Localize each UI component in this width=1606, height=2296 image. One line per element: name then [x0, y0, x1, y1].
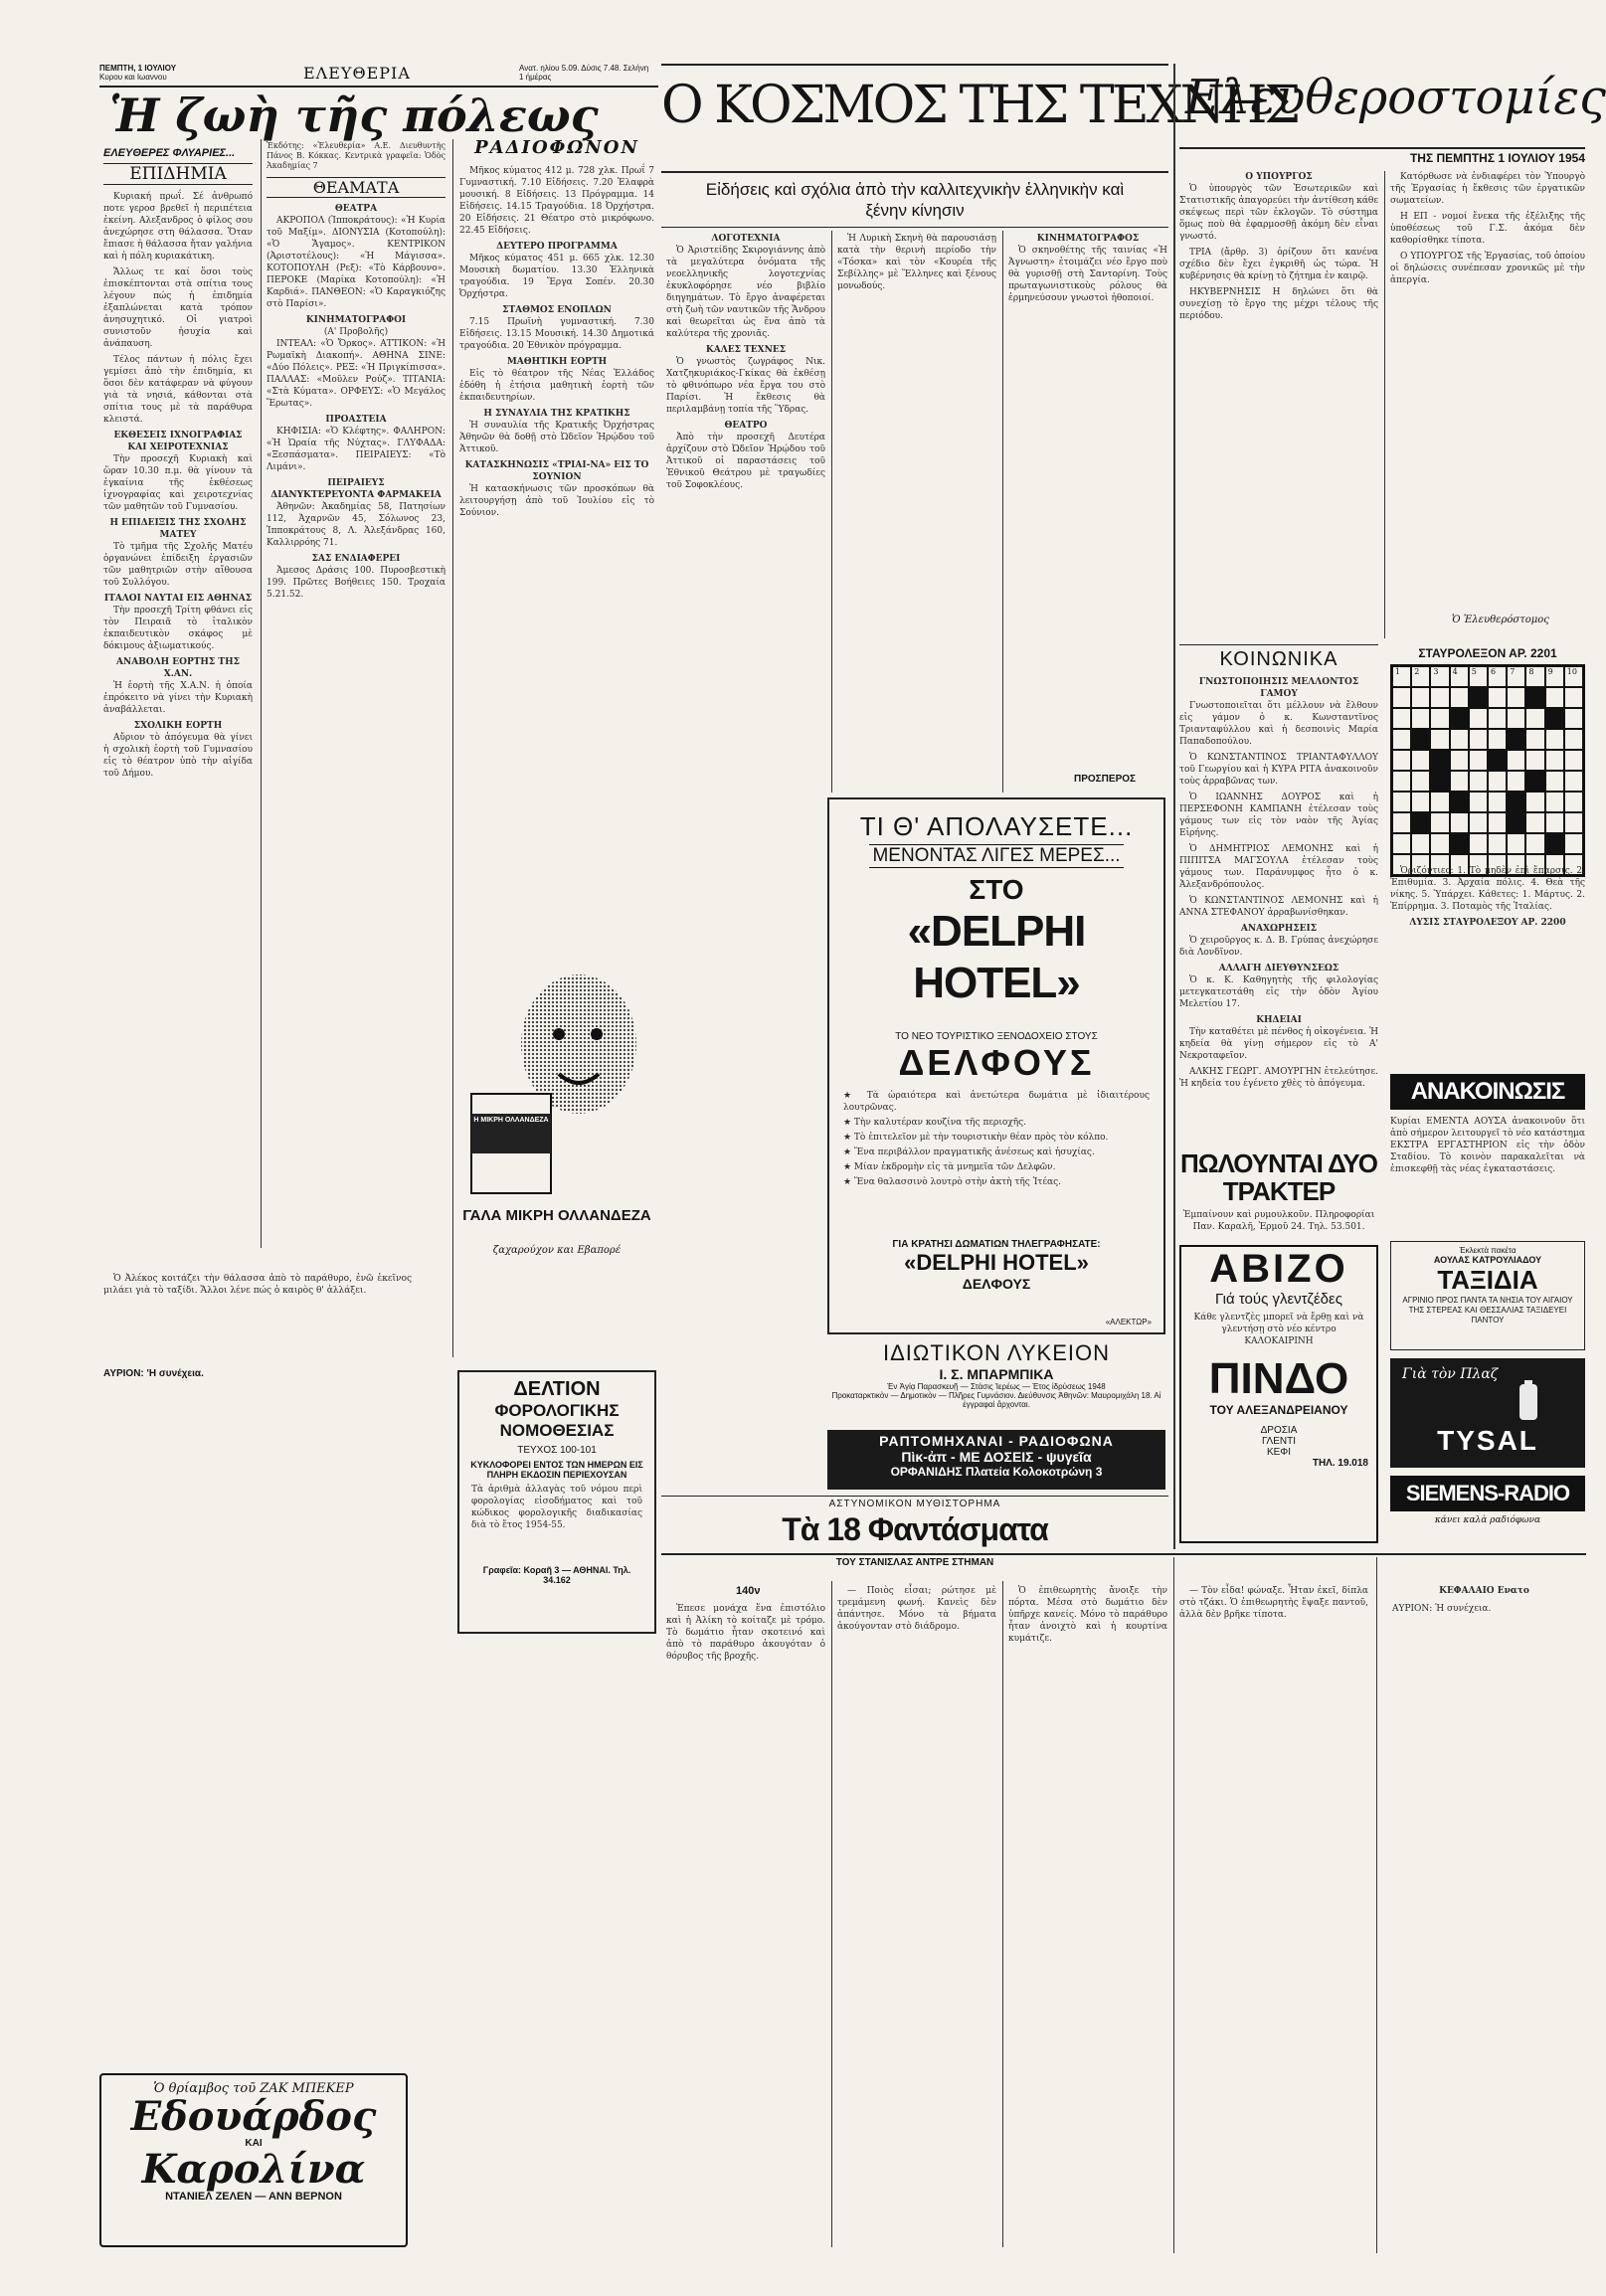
col1-article	[103, 191, 253, 1225]
crossword-cell[interactable]	[1469, 812, 1488, 833]
movie-title-2: Καρολίνα	[141, 2146, 366, 2193]
siemens-sub: κάνει καλὰ ραδιόφωνα	[1434, 1515, 1541, 1525]
serial-kicker: ΑΣΤΥΝΟΜΙΚΟΝ ΜΥΘΙΣΤΟΡΗΜΑ	[828, 1499, 1001, 1509]
crossword-cell[interactable]	[1488, 792, 1507, 812]
crossword-cell[interactable]	[1450, 687, 1469, 708]
ad-line: ΔΡΟΣΙΑ	[1260, 1425, 1298, 1436]
paragraph: 7.15 Πρωϊνὴ γυμναστική. 7.30 Εἰδήσεις. 13.15 Μουσική. 14.30 Δημοτικά τραγούδια. 20 Ἐθνικὸν πρόγραμμα.	[459, 317, 654, 351]
arts-col-2	[837, 233, 996, 790]
movie-ad	[99, 2073, 408, 2247]
bulletin-issue: ΤΕΥΧΟΣ 100-101	[517, 1445, 597, 1456]
crossword-cell[interactable]	[1564, 729, 1583, 750]
hotel-feature-item: ★ Τὸ ἐπιτελεῖον μὲ τὴν τουριστικὴν θέαν πρὸς τὸν κόλπο.	[843, 1133, 1109, 1143]
paragraph: Εἰς τὸ θέατρον τῆς Νέας Ἑλλάδος ἐδόθη ἡ ἐτήσια μαθητικὴ ἑορτὴ τῶν ἐκπαιδευτηρίων.	[459, 369, 654, 403]
subheading: ΑΝΑΒΟΛΗ ΕΟΡΤΗΣ ΤΗΣ Χ.ΑΝ.	[116, 657, 240, 679]
crossword-cell[interactable]	[1469, 771, 1488, 792]
paragraph: Ἀμεσος Δράσις 100. Πυροσβεστικὴ 199. Πρῶτες Βοήθειες 150. Τροχαία 5.21.52.	[267, 566, 446, 600]
crossword-cell[interactable]	[1430, 729, 1449, 750]
subheading: ΣΤΑΘΜΟΣ ΕΝΟΠΛΩΝ	[502, 305, 612, 315]
crossword-cell[interactable]	[1469, 687, 1488, 708]
tysal-ad	[1390, 1358, 1585, 1468]
crossword-cell[interactable]	[1469, 708, 1488, 729]
paragraph: ΚΗΦΙΣΙΑ: «Ὁ Κλέφτης». ΦΑΛΗΡΟΝ: «Ἡ Ὡραία τῆς Νύχτας». ΓΛΥΦΑΔΑ: «Ξεσπάσματα». ΠΕΙΡΑΙΕΥΣ: «Τὸ Λιμάνι».	[267, 427, 446, 472]
crossword-cell[interactable]	[1450, 729, 1469, 750]
paragraph: Η ΕΠ - νομοί ἔνεκα τῆς ἐξέλιξης τῆς ὑποθέσεως τοῦ Γ.Σ. ἀκόμα δὲν καθορίσθηκε τίποτα.	[1390, 212, 1585, 246]
paragraph: ΙΝΤΕΑΛ: «Ὁ Ὄρκος». ΑΤΤΙΚΟΝ: «Ἡ Ρωμαϊκὴ Διακοπή». ΑΘΗΝΑ ΣΙΝΕ: «Δύο Πόλεις». ΡΕΞ: «Ἡ Πριγκίπισσα». ΠΑΛΛΑΣ: «Μοῦλεν Ρούζ». ΤΙΤΑΝΙΑ: «Στὰ Κύματα». ΟΡΦΕΥΣ: «Ὁ Μεγάλος Ἔρωτας».	[267, 339, 446, 409]
crossword-grid[interactable]	[1390, 664, 1585, 877]
radio-listing	[459, 165, 654, 961]
milk-ad-sub: ζαχαρούχον και Εβαπορέ	[492, 1245, 622, 1256]
bulletin-body: Τὰ ἀριθμὰ ἀλλαγὰς τοῦ νόμου περὶ φορολογίας εἰσοδήματος καὶ τοῦ κώδικος φορολογικῆς διαδικασίας διὰ τὸ ἔτος 1954-55.	[471, 1485, 642, 1530]
kicker: ΕΛΕΥΘΕΡΕΣ ΦΛΥΑΡΙΕΣ...	[103, 147, 236, 159]
publisher-box: Ἐκδότης: «Ἐλευθερία» Α.Ε. Διευθυντὴς Πάνος Β. Κόκκας. Κεντρικὰ γραφεῖα: Ὁδὸς Ἀκαδημίας 7	[267, 141, 446, 170]
paragraph: Ἡ κατασκήνωσις τῶν προσκόπων θὰ λειτουργήσῃ ἀπὸ τοῦ Ἰουλίου εἰς τὸ Σούνιον.	[459, 484, 654, 518]
paragraph: Ὁριζόντιες: 1. Τὸ μηδὲν ἐπὶ ἕπαρσις. 2. Ἐπιθυμία. 3. Ἀρχαία πόλις. 4. Θεὰ τῆς νίκης. 5. Ὑπάρχει. Κάθετες: 1. Μάρτυς. 2. Ἐπίρρημα. 3. Ποταμὸς τῆς Ἰταλίας.	[1390, 866, 1585, 912]
venue-name: ΠΙΝΔΟ	[1208, 1354, 1349, 1403]
paragraph: Ὁ ΚΩΝΣΤΑΝΤΙΝΟΣ ΤΡΙΑΝΤΑΦΥΛΛΟΥ τοῦ Γεωργίου καὶ ἡ ΚΥΡΑ ΡΙΤΑ ἀνακοινοῦν τοὺς ἀρραβῶνας των.	[1179, 753, 1378, 787]
crossword-cell[interactable]	[1392, 687, 1411, 708]
paragraph: Ὁ κ. Κ. Καθηγητὴς τῆς φιλολογίας μετεγκατεστάθη εἰς τὴν ὁδὸν Ἀγίου Μελετίου 17.	[1179, 975, 1378, 1009]
crossword-cell[interactable]	[1430, 687, 1449, 708]
crossword-cell[interactable]	[1564, 750, 1583, 771]
paragraph: Ὁ ΔΗΜΗΤΡΙΟΣ ΛΕΜΟΝΗΣ καὶ ἡ ΠΙΠΙΤΣΑ ΜΑΓΣΟΥΛΑ ἐτέλεσαν τοὺς γάμους των. Παράνυμφος ἦτο ὁ κ. Ἀλεξανδρόπουλος.	[1179, 844, 1378, 890]
hotel-feature-item: ★ Τὰ ὡραιότερα καὶ ἀνετώτερα δωμάτια μὲ ἰδιαιτέρους λουτρῶνας.	[843, 1091, 1150, 1113]
subheading: ΚΑΤΑΣΚΗΝΩΣΙΣ «ΤΡΙΑΙ-ΝΑ» ΕΙΣ ΤΟ ΣΟΥΝΙΟΝ	[464, 460, 649, 482]
lyceum-ad	[827, 1340, 1165, 1426]
editorial-title: Ελευθεροστομίες	[1185, 70, 1606, 125]
crossword-cell[interactable]	[1411, 792, 1430, 812]
crossword-cell[interactable]	[1488, 750, 1507, 771]
abizo-sub: Γιά τούς γλεντζέδες	[1215, 1291, 1342, 1308]
crossword-cell[interactable]	[1450, 771, 1469, 792]
paragraph: — Ποιὸς εἶσαι; ρώτησε μὲ τρεμάμενη φωνή. Κανεὶς δὲν ἀπάντησε. Μόνο τὰ βήματα ἀκούγονταν στὸ διάδρομο.	[837, 1586, 996, 1632]
crossword-cell[interactable]	[1488, 729, 1507, 750]
date-left	[99, 64, 199, 82]
crossword-cell[interactable]	[1430, 750, 1449, 771]
crossword-title: ΣΤΑΥΡΟΛΕΞΟΝ ΑΡ. 2201	[1418, 646, 1557, 660]
paragraph: Τὴν προσεχῆ Κυριακὴ καὶ ὥραν 10.30 π.μ. θὰ γίνουν τὰ ἐγκαίνια τῆς ἐκθέσεως ἰχνογραφίας καὶ χειροτεχνίας τῶν μαθητῶν τοῦ Γυμνασίου.	[103, 454, 253, 512]
crossword-cell[interactable]	[1545, 687, 1564, 708]
reservations-line: ΓΙΑ ΚΡΑΤΗΣΙ ΔΩΜΑΤΙΩΝ ΤΗΛΕΓΡΑΦΗΣΑΤΕ:	[892, 1239, 1101, 1250]
serial-col-3	[1008, 1585, 1167, 2246]
social-listing	[1179, 676, 1378, 1144]
ad-line: ΤΙ Θ' ΑΠΟΛΑΥΣΕΤΕ...	[859, 811, 1134, 841]
tractor-text: Ἐμπαίνουν καὶ ρυμουλκοῦν. Πληροφορίαι Παν. Καραλῆ, Ἐρμοῦ 24. Τηλ. 53.501.	[1182, 1210, 1375, 1232]
crossword-cell[interactable]	[1488, 812, 1507, 833]
crossword-cell[interactable]	[1392, 729, 1411, 750]
crossword-cell[interactable]	[1507, 771, 1525, 792]
paragraph: Ἡ συναυλία τῆς Κρατικῆς Ὀρχήστρας Ἀθηνῶν θὰ δοθῇ στὸ Ὠδεῖον Ἡρῴδου τοῦ Ἀττικοῦ.	[459, 421, 654, 454]
subheading: ΠΡΟΑΣΤΕΙΑ	[325, 415, 387, 425]
paragraph: ΤΡΙΑ (ἄρθρ. 3) ὁρίζουν ὅτι κανένα σχέδιο δὲν ἔχει ἐγκριθῆ ὡς τώρα. Ἡ κυβέρνησις θὰ κρίνῃ τὸ ζήτημα ἐν καιρῷ.	[1179, 248, 1378, 281]
date-text: ΠΕΜΠΤΗ, 1 ΙΟΥΛΙΟΥ	[99, 64, 177, 73]
paragraph: Ἀπὸ τὴν προσεχῆ Δευτέρα ἀρχίζουν στὸ Ὠδεῖον Ἡρῴδου τοῦ Ἀττικοῦ οἱ παραστάσεις τοῦ Ἐθνικοῦ Θεάτρου μὲ τραγωδίες τοῦ Σοφοκλέους.	[666, 433, 825, 490]
paragraph: Κυριακή πρωΐ. Σέ ἀνθρωπό ποτε γεροσ βρεθεῖ ἡ περιπέτεια ἐκείνη. Αλεξανδρος ὁ φίλος σου ἀνεχώρησε στη θάλασσα. Ὅταν ἔπιασε ἡ θάλασσα ἤταν γαλήνια καὶ ἡ πόλη κυριακάτικη.	[103, 192, 253, 262]
paragraph: Τὴν καταθέτει μὲ πένθος ἡ οἰκογένεια. Ἡ κηδεία θὰ γίνῃ σήμερον εἰς τὸ Α' Νεκροταφεῖον.	[1179, 1027, 1378, 1061]
tractor-ad	[1179, 1149, 1378, 1239]
sun-info: Ανατ. ηλίου 5.09. Δύσις 7.48. Σελήνη 1 ήμέρας	[519, 64, 649, 82]
crossword-cell[interactable]	[1525, 833, 1544, 854]
bulletin-address: Γραφεῖα: Κοραῆ 3 — ΑΘΗΝΑΙ. Τηλ. 34.162	[482, 1565, 631, 1585]
crossword-cell[interactable]: 1	[1392, 666, 1411, 687]
crossword-cell[interactable]	[1392, 708, 1411, 729]
crossword-cell[interactable]	[1450, 750, 1469, 771]
hotel-feature-item: ★ Μίαν ἐκδρομὴν εἰς τὰ μνημεῖα τῶν Δελφῶν.	[843, 1162, 1056, 1172]
subheading: ΠΕΙΡΑΙΕΥΣ	[327, 478, 385, 488]
crossword-cell[interactable]: 3	[1430, 666, 1449, 687]
crossword-cell[interactable]	[1392, 750, 1411, 771]
paragraph: Τέλος πάντων ἡ πόλις ἔχει γεμίσει ἀπὸ τὴν ἐπιδημία, κι ὅσοι δὲν κατάφεραν νὰ φύγουν γιὰ τὰ νησιά, κάθονται στὰ σπίτια τους μὲ τὰ παράθυρα κλειστά.	[103, 355, 253, 425]
crossword-cell[interactable]	[1411, 708, 1430, 729]
subheading: ΣΧΟΛΙΚΗ ΕΟΡΤΗ	[133, 721, 223, 731]
city-life-title: Ἡ ζωὴ τῆς πόλεως	[109, 88, 599, 142]
crossword-cell[interactable]: 7	[1507, 666, 1525, 687]
crossword-cell[interactable]	[1545, 812, 1564, 833]
crossword-cell[interactable]: 10	[1564, 666, 1583, 687]
crossword-cell[interactable]	[1450, 792, 1469, 812]
lyceum-address: Ἐν Ἀγίᾳ Παρασκευῇ — Στάσις Ἱερέως — Ἐτος ἱδρύσεως 1948	[887, 1382, 1106, 1391]
editorial-date: ΤΗΣ ΠΕΜΠΤΗΣ 1 ΙΟΥΛΙΟΥ 1954	[1409, 151, 1585, 165]
crossword-cell[interactable]	[1545, 729, 1564, 750]
paragraph: Ο ΥΠΟΥΡΓΟΣ τῆς Ἐργασίας, τοῦ ὁποίου οἱ δηλώσεις συνέπεσαν χρονικῶς μὲ τὴν ἀπεργία.	[1390, 252, 1585, 285]
paragraph: Ὁ Ἀριστείδης Σκιρογιάννης ἀπὸ τὰ μεγαλύτερα ὀνόματα τῆς νεοελληνικῆς λογοτεχνίας ἐκυκλοφόρησε νέο βιβλίο διηγημάτων. Τὸ ἔργο ἀναφέρεται στὴ ζωὴ τῶν ναυτικῶν τῆς Ἄνδρου καὶ θεωρεῖται ὡς ἕνα ἀπὸ τὰ καλύτερα τῆς χρονιᾶς.	[666, 246, 825, 339]
crossword-cell[interactable]	[1488, 708, 1507, 729]
arts-subtitle: Εἰδήσεις καὶ σχόλια ἀπὸ τὴν καλλιτεχνικὴν ἑλληνικὴν καὶ ξένην κίνησιν	[705, 180, 1125, 220]
milk-ad-title: ΓΑΛΑ ΜΙΚΡΗ ΟΛΛΑΝΔΕΖΑ	[462, 1207, 651, 1224]
paragraph: Κατόρθωσε νὰ ἐνδιαφέρει τὸν Ὑπουργὸ τῆς Ἐργασίας ἡ ἔκθεσις τῶν ἐργατικῶν σωματείων.	[1390, 172, 1585, 206]
milk-can-label: Η ΜΙΚΡΗ ΟΛΛΑΝΔΕΖΑ	[473, 1117, 549, 1124]
subheading: ΘΕΑΤΡΟ	[724, 421, 768, 431]
crossword-cell[interactable]	[1507, 750, 1525, 771]
subheading: Η ΣΥΝΑΥΛΙΑ ΤΗΣ ΚΡΑΤΙΚΗΣ	[483, 409, 630, 419]
crossword-cell[interactable]: 5	[1469, 666, 1488, 687]
travel-ad	[1390, 1241, 1585, 1350]
subheading: Η ΕΠΙΔΕΙΞΙΣ ΤΗΣ ΣΧΟΛΗΣ ΜΑΤΕΥ	[109, 518, 247, 540]
crossword-cell[interactable]	[1411, 833, 1430, 854]
announcement-text: Κυρίαι ΕΜΕΝΤΑ ΑΟΥΣΑ ἀνακοινοῦν ὅτι ἀπὸ σήμερον λειτουργεῖ τὸ νέο κατάστημα ΕΚΣΤΡΑ ΕΡΓΑΣΤΗΡΙΟΝ εἰς τὴν ὁδὸν Σταδίου. Τὸ κοινὸν παρακαλεῖται νὰ ἐπισκεφθῇ τὰς νέας ἐγκαταστάσεις.	[1390, 1117, 1585, 1174]
crossword-cell[interactable]	[1545, 771, 1564, 792]
paragraph: Τὸ τμῆμα τῆς Σχολῆς Ματέυ ὀργανώνει ἐπίδειξη ἐργασιῶν τῶν μαθητριῶν στὴν αἴθουσα τοῦ Συλλόγου.	[103, 542, 253, 588]
hotel-feature-item: ★ Ἕνα περιβάλλον πραγματικῆς ἀνέσεως καὶ ἡσυχίας.	[843, 1148, 1095, 1157]
crossword-cell[interactable]	[1507, 708, 1525, 729]
shows-heading: ΘΕΑΜΑΤΑ	[267, 177, 446, 198]
abizo-ad	[1179, 1245, 1378, 1543]
radio-shop-ad	[827, 1430, 1165, 1490]
crossword-cell[interactable]	[1411, 687, 1430, 708]
ad-line: ΜΕΝΟΝΤΑΣ ΛΙΓΕΣ ΜΕΡΕΣ...	[869, 844, 1124, 868]
crossword-cell[interactable]	[1411, 812, 1430, 833]
crossword-cell[interactable]	[1564, 812, 1583, 833]
crossword-cell[interactable]	[1564, 687, 1583, 708]
paragraph: Ὁ ὑπουργὸς τῶν Ἐσωτερικῶν καὶ Στατιστικῆς ἀπαγορεύει τὴν ἀντίθεση κάθε σκέψεως περὶ τῶν ἐκλογῶν. Τὸ σύστημα ὅμως ποὺ θὰ ἐφαρμοσθῇ ἀκόμη δὲν εἶναι γνωστό.	[1179, 184, 1378, 242]
serial-title: Τὰ 18 Φαντάσματα	[782, 1511, 1048, 1547]
subheading: (Α' Προβολῆς)	[323, 327, 389, 337]
epidemic-heading: ΕΠΙΔΗΜΙΑ	[103, 163, 253, 185]
crossword-cell[interactable]	[1430, 792, 1449, 812]
subheading: ΚΗΔΕΙΑΙ	[1256, 1015, 1302, 1025]
serial-author: ΤΟΥ ΣΤΑΝΙΣΛΑΣ ΑΝΤΡΕ ΣΤΗΜΑΝ	[835, 1557, 994, 1568]
col1-continuation	[103, 1273, 412, 1352]
serial-col-4	[1179, 1585, 1368, 2246]
ad-line: ΣΤΟ	[969, 874, 1024, 905]
hotel-town-2: ΔΕΛΦΟΥΣ	[962, 1276, 1031, 1292]
paragraph: Ὁ ΙΩΑΝΝΗΣ ΔΟΥΡΟΣ καὶ ἡ ΠΕΡΣΕΦΟΝΗ ΚΑΜΠΑΝΗ ἐτέλεσαν τοὺς γάμους των εἰς τὸν ναὸν τῆς Ἁγίας Εἰρήνης.	[1179, 793, 1378, 838]
subheading: ΣΑΣ ΕΝΔΙΑΦΕΡΕΙ	[311, 554, 401, 564]
crossword-cell[interactable]	[1450, 833, 1469, 854]
paragraph: Ἄλλως τε καί ὅσοι τοὺς ἐπισκέπτονται στὰ σπίτια τους λέγουν πώς ἡ ἐπιδημία ἐξαπλώνεται κατὰ τρόπον ἀνησυχητικό. Οἱ γιατροὶ συνιστοῦν ἡσυχία καὶ ἀνάπαυση.	[103, 267, 253, 349]
paragraph: Ὁ γνωστὸς ζωγράφος Νικ. Χατζηκυριάκος-Γκίκας θὰ ἐκθέσῃ τὸ φθινόπωρο νέα ἔργα του στὸ Παρίσι. Ἡ ἔκθεσις θὰ περιλαμβάνῃ τοπία τῆς Ὕδρας.	[666, 357, 825, 415]
paragraph: Ἡ ἑορτὴ τῆς Χ.Α.Ν. ἡ ὁποία ἐπρόκειτο νὰ γίνει τὴν Κυριακὴ ἀναβάλλεται.	[103, 681, 253, 715]
tysal-tagline: Γιὰ τὸν Πλαζ	[1402, 1366, 1499, 1382]
paragraph: ΑΛΚΗΣ ΓΕΩΡΓ. ΑΜΟΥΡΓΗΝ ἐτελεύτησε. Ἡ κηδεία του ἐγένετο χθὲς τὸ ἀπόγευμα.	[1179, 1067, 1378, 1089]
crossword-cell[interactable]: 9	[1545, 666, 1564, 687]
movie-cast: ΝΤΑΝΙΕΛ ΖΕΛΕΝ — ΑΝΝ ΒΕΡΝΟΝ	[165, 2191, 342, 2203]
crossword-cell[interactable]: 4	[1450, 666, 1469, 687]
subheading: ΛΥΣΙΣ ΣΤΑΥΡΟΛΕΞΟΥ ΑΡ. 2200	[1409, 918, 1566, 928]
paragraph: Ὁ Ἀλέκος κοιτάζει τὴν θάλασσα ἀπὸ τὸ παράθυρο, ἐνῶ ἐκεῖνος μιλάει γιὰ τὸ ταξίδι. Ἄλλοι λένε πώς ὁ καιρὸς θ' ἀλλάξει.	[103, 1274, 412, 1296]
crossword-cell[interactable]	[1525, 687, 1544, 708]
hotel-feature-item: ★ Ἕνα θαλασσινὸ λουτρὸ στὴν ἀκτὴ τῆς Ἰτέας.	[843, 1177, 1062, 1187]
crossword-cell[interactable]	[1488, 771, 1507, 792]
travel-title: ΤΑΞΙΔΙΑ	[1437, 1265, 1538, 1295]
paragraph: — Τὸν εἶδα! φώναξε. Ἦταν ἐκεῖ, δίπλα στὸ τζάκι. Ὁ ἐπιθεωρητὴς ἔψαξε παντοῦ, ἀλλὰ δὲν βρῆκε τίποτα.	[1179, 1586, 1368, 1620]
tax-bulletin-ad	[457, 1370, 656, 1634]
hotel-name-2: «DELPHI HOTEL»	[904, 1250, 1089, 1275]
crossword-cell[interactable]	[1525, 771, 1544, 792]
subheading: ΛΟΓΟΤΕΧΝΙΑ	[711, 234, 781, 244]
subheading: ΚΙΝΗΜΑΤΟΓΡΑΦΟΙ	[305, 315, 407, 325]
crossword-cell[interactable]	[1564, 792, 1583, 812]
siemens-brand: SIEMENS-RADIO	[1390, 1476, 1585, 1511]
arts-col-1	[666, 233, 825, 1227]
lyceum-text: Προκαταρκτικὸν — Δημοτικὸν — Πλῆρες Γυμνάσιον. Διεύθυνσις Ἀθηνῶν: Μαυρομιχάλη 18. Αἱ ἐγγραφαὶ ἄρχονται.	[831, 1391, 1161, 1409]
crossword-cell[interactable]	[1488, 687, 1507, 708]
bottle-icon	[1390, 1382, 1585, 1422]
movie-and: ΚΑΙ	[245, 2138, 263, 2149]
editorial-col-2	[1390, 171, 1585, 609]
editorial-signature: Ὁ Ἐλευθερόστομος	[1452, 615, 1549, 625]
col1-continued: ΑΥΡΙΟΝ: 'Η συνέχεια.	[103, 1368, 204, 1379]
crossword-cell[interactable]	[1430, 812, 1449, 833]
crossword-cell[interactable]: 2	[1411, 666, 1430, 687]
tractor-title: ΠΩΛΟΥΝΤΑΙ ΔΥΟ ΤΡΑΚΤΕΡ	[1180, 1148, 1377, 1206]
serial-continued: ΑΥΡΙΟΝ: Ἡ συνέχεια.	[1392, 1604, 1492, 1614]
subheading: ΚΕΦΑΛΑΙΟ Ενατο	[1439, 1586, 1529, 1596]
bulletin-title: ΔΕΛΤΙΟΝ	[513, 1378, 601, 1400]
siemens-ad	[1390, 1476, 1585, 1545]
shows-listing	[267, 203, 446, 1247]
paragraph: Ἐπεσε μονάχα ἕνα ἐπιστόλιο καὶ ἡ Ἀλίκη τὸ κοίταζε μὲ τρόμο. Τὸ δωμάτιο ἦταν σκοτεινό καὶ ἀπὸ τὸ παράθυρο ἀκουγόταν ὁ θόρυβος τῆς βροχῆς.	[666, 1604, 825, 1662]
paragraph: Γνωστοποιεῖται ὅτι μέλλουν νὰ ἔλθουν εἰς γάμον ὁ κ. Κωνσταντῖνος Τριανταφύλλου καὶ ἡ δεσποινὶς Μαρία Παπαδοπούλου.	[1179, 701, 1378, 747]
ad-line: ΑΟΥΛΑΣ ΚΑΤΡΟΥΛΙΑΔΟΥ	[1433, 1255, 1542, 1265]
crossword-cell[interactable]	[1450, 812, 1469, 833]
lyceum-name: Ι. Σ. ΜΠΑΡΜΠΙΚΑ	[939, 1366, 1054, 1382]
ad-line: Πὶκ-ἀπ - ΜΕ ΔΟΣΕΙΣ - ψυγεῖα	[901, 1449, 1092, 1465]
bulletin-desc: ΚΥΚΛΟΦΟΡΕΙ ΕΝΤΟΣ ΤΩΝ ΗΜΕΡΩΝ ΕΙΣ ΠΛΗΡΗ ΕΚΔΟΣΙΝ ΠΕΡΙΕΧΟΥΣΑΝ	[470, 1460, 643, 1480]
crossword-cell[interactable]: 6	[1488, 666, 1507, 687]
hotel-name: «DELPHI HOTEL»	[907, 907, 1086, 1007]
ad-line: ΚΕΦΙ	[1266, 1447, 1292, 1458]
paragraph: Αὔριον τὸ ἀπόγευμα θὰ γίνει ἡ σχολικὴ ἑορτὴ τοῦ Γυμνασίου εἰς τὸ θέατρον ὑπὸ τὴν αἰγίδα τοῦ Δήμου.	[103, 733, 253, 779]
hotel-features	[829, 1084, 1163, 1235]
crossword-cell[interactable]	[1525, 812, 1544, 833]
subheading: ΕΚΘΕΣΕΙΣ ΙΧΝΟΓΡΑΦΙΑΣ ΚΑΙ ΧΕΙΡΟΤΕΧΝΙΑΣ	[113, 431, 243, 452]
crossword-cell[interactable]	[1469, 792, 1488, 812]
subheading: ΑΛΛΑΓΗ ΔΙΕΥΘΥΝΣΕΩΣ	[1218, 964, 1339, 973]
paragraph: Ἀθηνῶν: Ἀκαδημίας 58, Πατησίων 112, Ἀχαρνῶν 45, Σόλωνος 23, Ἱπποκράτους 8, Λ. Ἀλεξάνδρας 160, Καλλιρρόης 71.	[267, 502, 446, 548]
crossword-cell[interactable]	[1507, 729, 1525, 750]
delphi-hotel-ad	[827, 797, 1165, 1334]
paragraph: Τὴν προσεχῆ Τρίτη φθάνει εἰς τὸν Πειραιᾶ τὸ ἰταλικὸν ἐκπαιδευτικὸν σκάφος μὲ δόκιμους ἀξιωματικούς.	[103, 606, 253, 651]
paragraph: Μῆκος κύματος 451 μ. 665 χλκ. 12.30 Μουσικὴ δωματίου. 13.30 Ἑλληνικὰ τραγούδια. 19 Ἔργα Σοπέν. 20.30 Ὀρχήστρα.	[459, 254, 654, 299]
milk-ad	[459, 965, 654, 1273]
crossword-cell[interactable]	[1469, 729, 1488, 750]
crossword-cell[interactable]	[1564, 708, 1583, 729]
crossword-cell[interactable]	[1469, 750, 1488, 771]
ad-line: ΟΡΦΑΝΙΔΗΣ Πλατεία Κολοκοτρώνη 3	[890, 1465, 1103, 1479]
crossword-cell[interactable]	[1469, 833, 1488, 854]
radio-heading: ΡΑΔΙΟΦΩΝΟΝ	[474, 137, 639, 158]
saints-text: Κυρου και Ιωαννου	[99, 73, 167, 82]
abizo-title: ΑΒΙΖΟ	[1209, 1247, 1348, 1291]
tysal-brand: TYSAL	[1437, 1425, 1538, 1456]
ad-line: ΓΛΕΝΤΙ	[1261, 1436, 1297, 1447]
hotel-feature-item: ★ Τὴν καλυτέραν κουζίνα τῆς περιοχῆς.	[843, 1118, 1027, 1128]
bulletin-title: ΝΟΜΟΘΕΣΙΑΣ	[499, 1421, 615, 1440]
crossword-cell[interactable]	[1507, 833, 1525, 854]
crossword-cell[interactable]	[1525, 792, 1544, 812]
crossword-cell[interactable]	[1411, 771, 1430, 792]
subheading: ΓΝΩΣΤΟΠΟΙΗΣΙΣ ΜΕΛΛΟΝΤΟΣ ΓΑΜΟΥ	[1198, 677, 1359, 699]
crossword-cell[interactable]	[1545, 708, 1564, 729]
venue-phone: ΤΗΛ. 19.018	[1312, 1458, 1368, 1469]
serial-col-1	[666, 1603, 825, 2249]
crossword-cell[interactable]	[1545, 833, 1564, 854]
hotel-town: ΔΕΛΦΟΥΣ	[898, 1042, 1095, 1083]
lyceum-title: ΙΔΙΩΤΙΚΟΝ ΛΥΚΕΙΟΝ	[882, 1340, 1110, 1365]
crossword-cell[interactable]	[1430, 771, 1449, 792]
crossword-cell[interactable]	[1411, 750, 1430, 771]
crossword-cell[interactable]	[1411, 729, 1430, 750]
announcement	[1390, 1074, 1585, 1233]
movie-title-1: Εδουάρδος	[130, 2093, 377, 2140]
subheading: ΙΤΑΛΟΙ ΝΑΥΤΑΙ ΕΙΣ ΑΘΗΝΑΣ	[103, 594, 253, 604]
paragraph: Ὁ σκηνοθέτης τῆς ταινίας «Ἡ Ἀγνωστη» ἐτοιμάζει νέο ἔργο ποὺ θὰ γυρισθῇ στὴ Σαντορίνη. Τοὺς πρωταγωνιστικοὺς ρόλους θὰ ἑρμηνεύσουν γνωστοὶ ἠθοποιοί.	[1008, 246, 1167, 303]
paragraph: Ὁ χειροῦργος κ. Δ. Β. Γρύπας ἀνεχώρησε διὰ Λονδῖνον.	[1179, 936, 1378, 958]
milk-illustration	[459, 965, 654, 1203]
crossword-cell[interactable]	[1525, 729, 1544, 750]
crossword-cell[interactable]	[1507, 812, 1525, 833]
crossword-cell[interactable]	[1488, 833, 1507, 854]
paper-name: ΕΛΕΥΘΕΡΙΑ	[303, 64, 411, 83]
paragraph: ΑΚΡΟΠΟΛ (Ἰπποκράτους): «Ἡ Κυρία τοῦ Μαξίμ». ΔΙΟΝΥΣΙΑ (Κοτοπούλη): «Ὁ Ἄγαμος». ΚΕΝΤΡΙΚΟΝ (Ἀριστοτέλους): «Ἡ Μάγισσα». ΚΟΤΟΠΟΥΛΗ (Ρεξ): «Τὸ Κάρβουνο». ΠΕΡΟΚΕ (Μαρίκα Κοτοπούλη): «Ἡ Καρδιά». ΠΑΝΘΕΟΝ: «Ὁ Καραγκιόζης στὸ Παρίσι».	[267, 216, 446, 309]
subheading: ΘΕΑΤΡΑ	[334, 204, 378, 214]
serial-col-2	[837, 1585, 996, 2246]
subheading: Ο ΥΠΟΥΡΓΟΣ	[1245, 172, 1313, 182]
arts-signature: ΠΡΟΣΠΕΡΟΣ	[1074, 774, 1137, 785]
subheading: ΑΝΑΧΩΡΗΣΕΙΣ	[1240, 924, 1318, 934]
subheading: ΔΕΥΤΕΡΟ ΠΡΟΓΡΑΜΜΑ	[496, 242, 618, 252]
subheading: ΔΙΑΝΥΚΤΕΡΕΥΟΝΤΑ ΦΑΡΜΑΚΕΙΑ	[270, 490, 442, 500]
announcement-title: ΑΝΑΚΟΙΝΩΣΙΣ	[1390, 1074, 1585, 1110]
social-heading: ΚΟΙΝΩΝΙΚΑ	[1219, 648, 1338, 670]
crossword-cell[interactable]	[1392, 812, 1411, 833]
crossword-cell[interactable]	[1507, 687, 1525, 708]
crossword-cell[interactable]	[1507, 792, 1525, 812]
paragraph: Μῆκος κύματος 412 μ. 728 χλκ. Πρωΐ 7 Γυμναστική. 7.10 Εἰδήσεις. 7.20 Ἐλαφρὰ μουσική. 8 Εἰδήσεις. 13 Πρόγραμμα. 14 Εἰδήσεις. 14.15 Τραγούδια. 18 Ὀρχήστρα. 20 Εἰδήσεις. 21 Θέατρο στὸ μικρόφωνο. 22.45 Εἰδήσεις.	[459, 166, 654, 236]
crossword-cell[interactable]	[1545, 792, 1564, 812]
subheading: ΚΑΛΕΣ ΤΕΧΝΕΣ	[705, 345, 787, 355]
ad-line: ΡΑΠΤΟΜΗΧΑΝΑΙ - ΡΑΔΙΟΦΩΝΑ	[879, 1433, 1114, 1449]
hotel-desc: ΤΟ ΝΕΟ ΤΟΥΡΙΣΤΙΚΟ ΞΕΝΟΔΟΧΕΙΟ ΣΤΟΥΣ	[895, 1031, 1098, 1042]
crossword-cell[interactable]	[1525, 750, 1544, 771]
ad-credit: «ΑΛΕΚΤΩΡ»	[1105, 1318, 1152, 1326]
crossword-cell[interactable]	[1392, 771, 1411, 792]
venue-owner: ΤΟΥ ΑΛΕΞΑΝΔΡΕΙΑΝΟΥ	[1209, 1403, 1348, 1417]
crossword-cell[interactable]	[1545, 750, 1564, 771]
paragraph: Ὁ ἐπιθεωρητὴς ἄνοιξε τὴν πόρτα. Μέσα στὸ δωμάτιο δὲν ὑπῆρχε κανείς. Μόνο τὸ παράθυρο ἦταν ἀνοιχτὸ καὶ ἡ κουρτίνα κυμάτιζε.	[1008, 1586, 1167, 1644]
crossword-cell[interactable]	[1430, 833, 1449, 854]
crossword-cell[interactable]: 8	[1525, 666, 1544, 687]
paragraph: Ὁ ΚΩΝΣΤΑΝΤΙΝΟΣ ΛΕΜΟΝΗΣ καὶ ἡ ΑΝΝΑ ΣΤΕΦΑΝΟΥ ἀρραβωνίσθηκαν.	[1179, 896, 1378, 918]
editorial-col-1	[1179, 171, 1378, 638]
subheading: ΚΙΝΗΜΑΤΟΓΡΑΦΟΣ	[1036, 234, 1140, 244]
crossword-clues	[1390, 865, 1585, 1064]
arts-col-3	[1008, 233, 1167, 770]
travel-text: ΑΓΡΙΝΙΟ ΠΡΟΣ ΠΑΝΤΑ ΤΑ ΝΗΣΙΑ ΤΟΥ ΑΙΓΑΙΟΥ ΤΗΣ ΣΤΕΡΕΑΣ ΚΑΙ ΘΕΣΣΑΛΙΑΣ ΤΑΞΙΔΕΥΕΙ ΠΑΝΤΟΥ	[1402, 1296, 1573, 1325]
ad-line: Ἐκλεκτὰ πακέτα	[1459, 1246, 1517, 1255]
crossword-cell[interactable]	[1564, 833, 1583, 854]
crossword-cell[interactable]	[1392, 833, 1411, 854]
abizo-text: Κάθε γλεντζὲς μπορεῖ νὰ ἔρθῃ καὶ νὰ γλεντήσῃ στὸ νέο κέντρο ΚΑΛΟΚΑΙΡΙΝΗ	[1193, 1313, 1364, 1346]
crossword-cell[interactable]	[1430, 708, 1449, 729]
movie-ad-kicker: Ὁ θρίαμβος τοῦ ΖΑΚ ΜΠΕΚΕΡ	[153, 2081, 354, 2096]
paragraph: Ἡ Λυρικὴ Σκηνὴ θὰ παρουσιάσῃ κατὰ τὴν θερινὴ περίοδο τὴν «Τόσκα» καὶ τὸν «Κουρέα τῆς Σεβίλλης» μὲ Ἕλληνες καὶ ξένους μονωδούς.	[837, 234, 996, 291]
serial-installment: 140ν	[736, 1585, 761, 1597]
subheading: ΜΑΘΗΤΙΚΗ ΕΟΡΤΗ	[506, 357, 608, 367]
crossword-cell[interactable]	[1564, 771, 1583, 792]
crossword-cell[interactable]	[1525, 708, 1544, 729]
bulletin-title: ΦΟΡΟΛΟΓΙΚΗΣ	[494, 1401, 620, 1420]
crossword-cell[interactable]	[1450, 708, 1469, 729]
paragraph: ΗΚΥΒΕΡΝΗΣΙΣ Η δηλώνει ὅτι θὰ συνεχίσῃ τὸ ἔργο της μέχρι τέλους τῆς περιόδου.	[1179, 287, 1378, 321]
serial-col-5	[1382, 1585, 1586, 2246]
crossword-cell[interactable]	[1392, 792, 1411, 812]
arts-title: Ο ΚΟΣΜΟΣ ΤΗΣ ΤΕΧΝΗΣ	[661, 76, 1299, 135]
